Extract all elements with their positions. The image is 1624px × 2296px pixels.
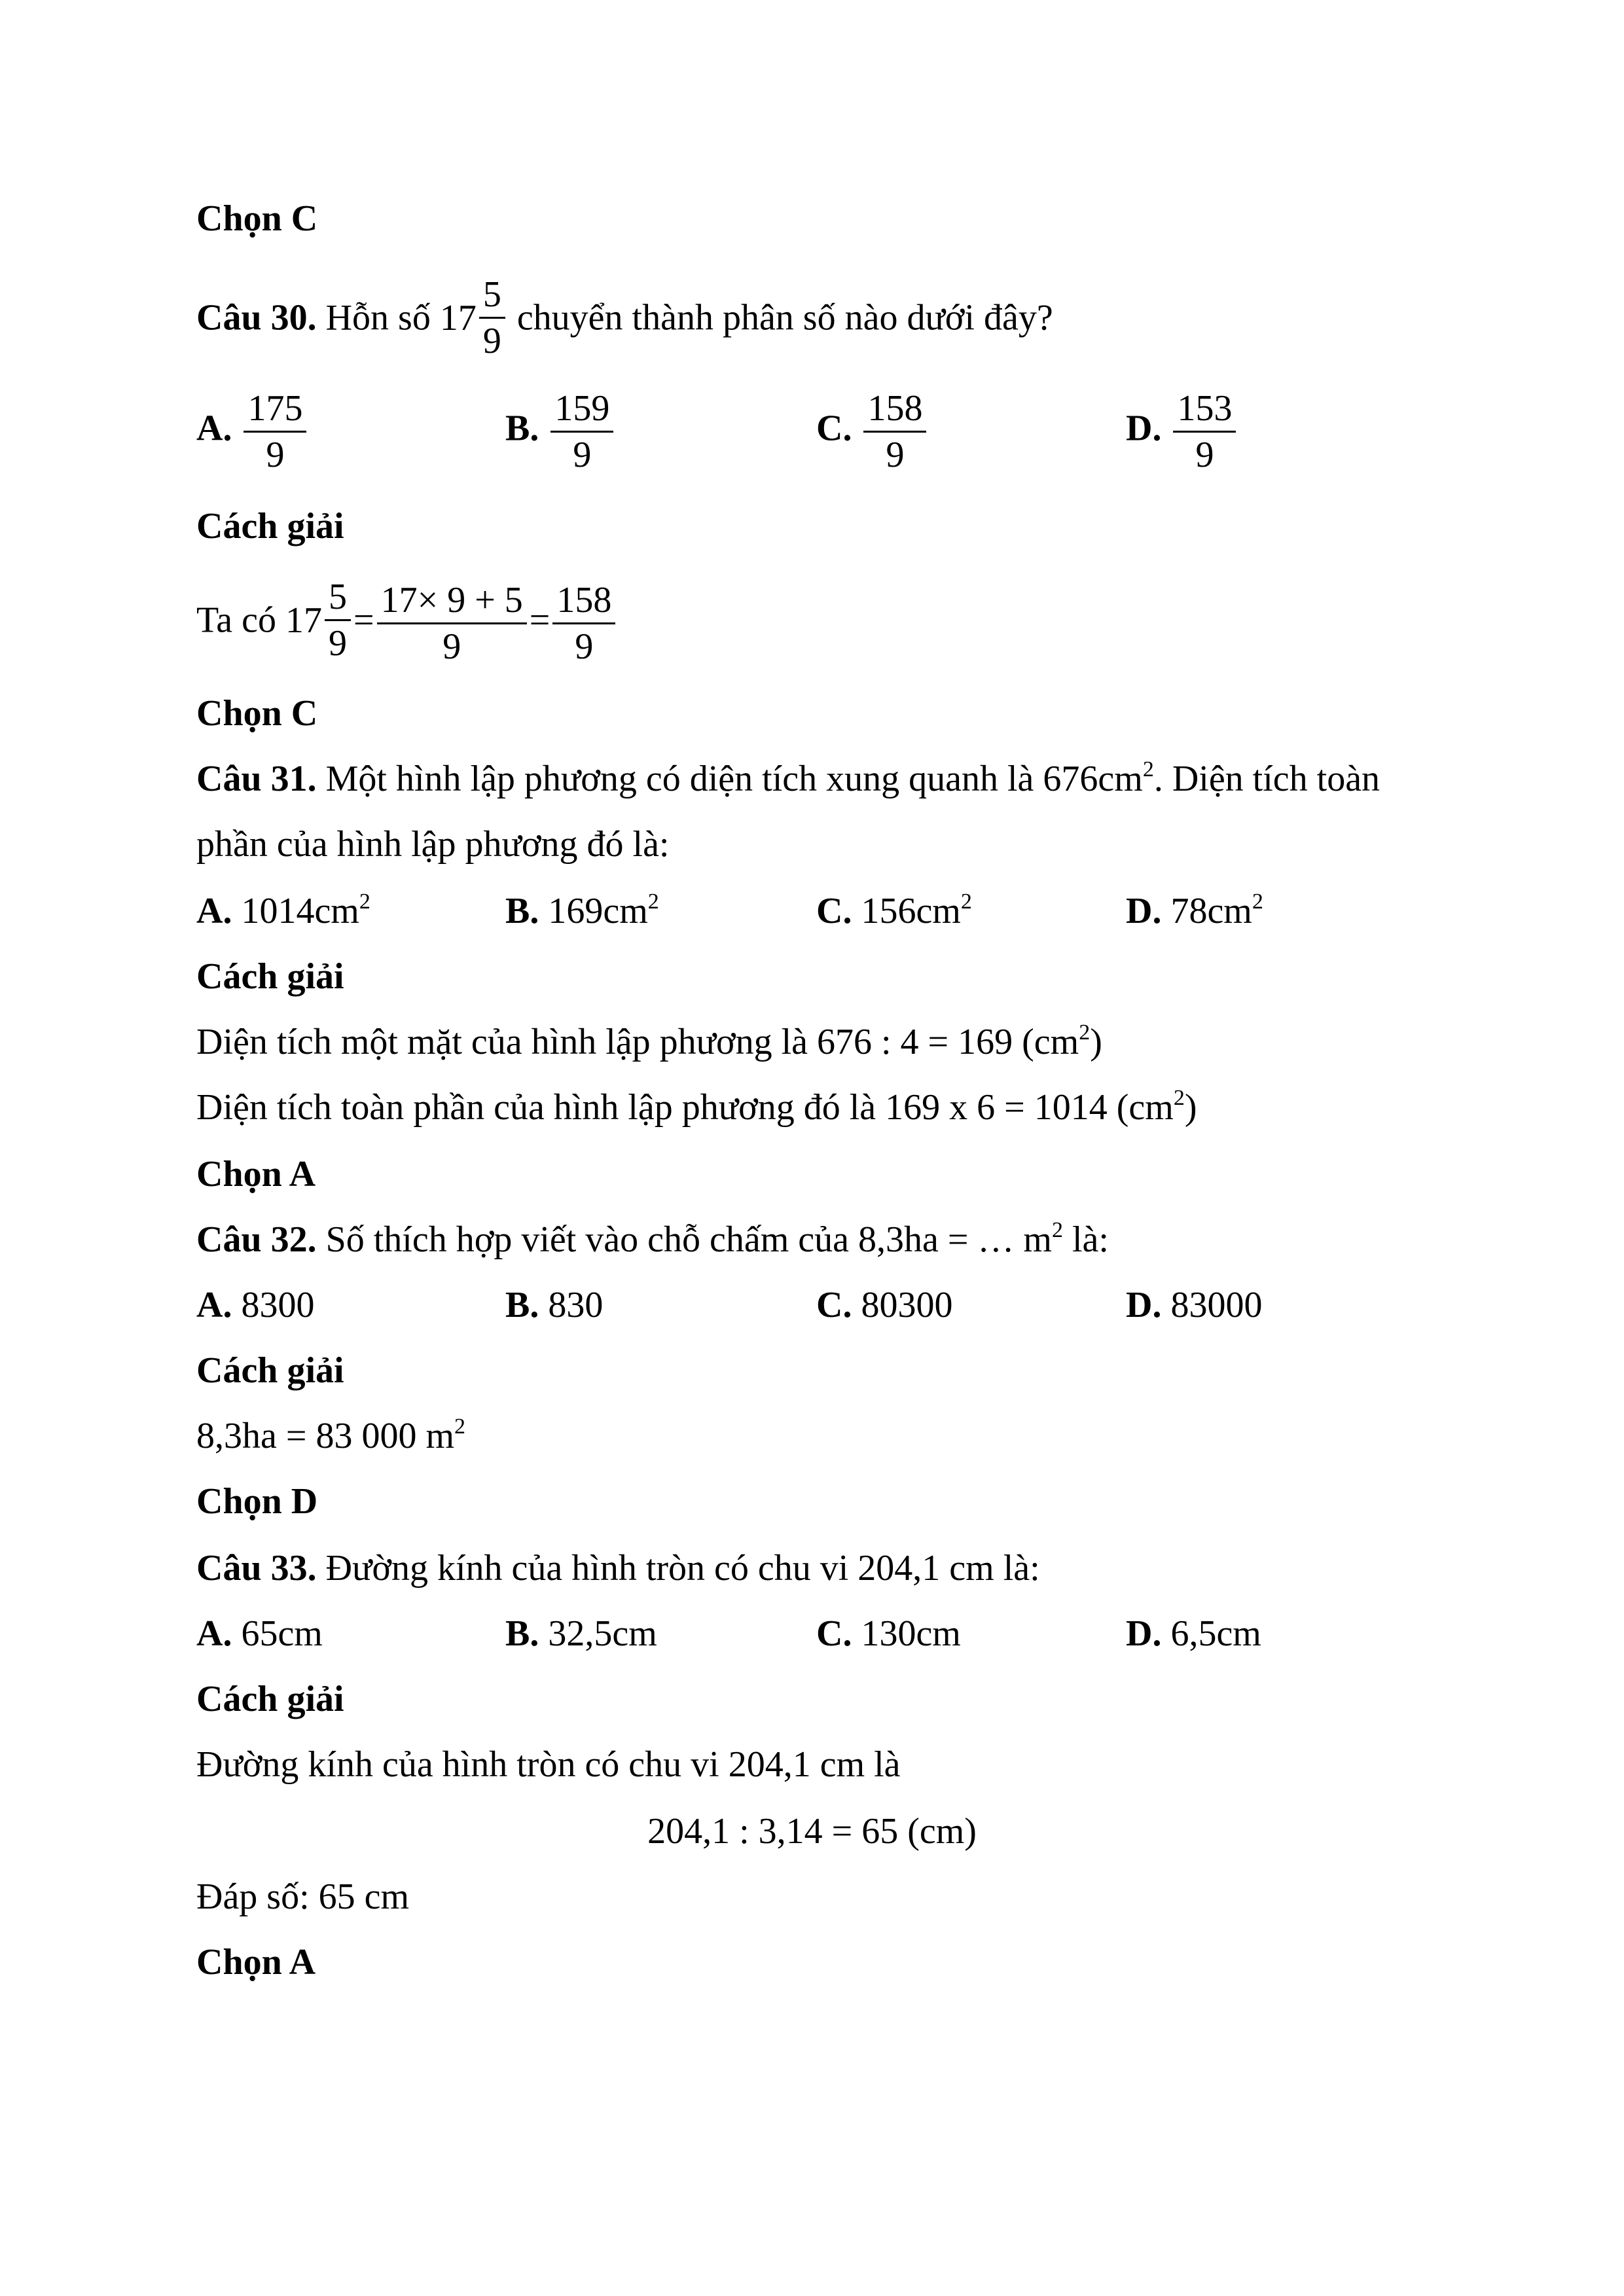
q30-option-c <box>816 387 929 476</box>
q33-solution-line1: Đường kính của hình tròn có chu vi 204,1 cm là <box>196 1744 901 1785</box>
option-letter: C. <box>816 408 852 449</box>
q33-solution-title: Cách giải <box>196 1679 344 1719</box>
option-value: 1014cm <box>241 891 359 931</box>
answer-prev: Chọn C <box>196 198 318 239</box>
question-32-label: Câu 32. <box>196 1219 317 1260</box>
question-31-label: Câu 31. <box>196 759 317 799</box>
q31-option-d <box>1126 890 1263 932</box>
numerator: 153 <box>1173 387 1236 433</box>
question-33 <box>196 1547 1040 1589</box>
question-32-text-end: là: <box>1062 1219 1109 1260</box>
q33-option-c <box>816 1613 961 1655</box>
mixed-fraction <box>479 274 505 362</box>
mixed-denominator: 9 <box>482 321 501 361</box>
option-letter: D. <box>1126 408 1162 449</box>
option-value: 156cm <box>861 891 961 931</box>
option-value: 80300 <box>861 1285 953 1325</box>
superscript: 2 <box>1142 757 1154 781</box>
q31-solution-title: Cách giải <box>196 956 344 997</box>
q32-solution-line <box>196 1415 465 1457</box>
q32-option-d <box>1126 1284 1262 1326</box>
q30-option-d <box>1126 387 1238 476</box>
q32-option-b <box>505 1284 603 1326</box>
equals-sign: = <box>529 600 550 641</box>
option-letter: B. <box>505 408 539 449</box>
numerator: 17× 9 + 5 <box>377 579 527 624</box>
mixed-fraction <box>325 576 351 664</box>
solution-text: Diện tích một mặt của hình lập phương là 676 : 4 = 169 (cm <box>196 1022 1079 1062</box>
option-letter: D. <box>1126 891 1162 931</box>
option-letter: A. <box>196 408 232 449</box>
question-30-text-before: Hỗn số <box>325 297 431 338</box>
option-value: 65cm <box>241 1613 323 1654</box>
q33-option-d <box>1126 1613 1261 1655</box>
q33-option-b <box>505 1613 657 1655</box>
option-letter: A. <box>196 1613 232 1654</box>
solution-prefix: Ta có <box>196 600 277 641</box>
question-30 <box>196 274 1053 362</box>
q31-option-b <box>505 890 659 932</box>
result-fraction <box>552 579 615 668</box>
q30-solution-title: Cách giải <box>196 506 344 547</box>
superscript: 2 <box>1252 889 1263 914</box>
mixed-whole: 17 <box>439 297 477 338</box>
option-letter: C. <box>816 891 852 931</box>
option-fraction <box>863 387 926 476</box>
q32-option-c <box>816 1284 952 1326</box>
equals-sign: = <box>353 600 374 641</box>
question-31-text: Một hình lập phương có diện tích xung quanh là 676cm <box>325 759 1143 799</box>
option-fraction <box>244 387 306 476</box>
superscript: 2 <box>647 889 659 914</box>
q31-solution-line1 <box>196 1021 1102 1063</box>
q31-option-a <box>196 890 370 932</box>
option-value: 830 <box>548 1285 604 1325</box>
option-letter: B. <box>505 1285 539 1325</box>
denominator: 9 <box>266 435 285 475</box>
question-33-text: Đường kính của hình tròn có chu vi 204,1 cm là: <box>325 1548 1040 1588</box>
option-value: 78cm <box>1170 891 1252 931</box>
superscript: 2 <box>359 889 370 914</box>
q32-option-a <box>196 1284 314 1326</box>
q33-solution-result: Đáp số: 65 cm <box>196 1876 410 1917</box>
option-fraction <box>1173 387 1236 476</box>
option-letter: D. <box>1126 1285 1162 1325</box>
denominator: 9 <box>1195 435 1214 475</box>
q32-solution-title: Cách giải <box>196 1350 344 1391</box>
option-letter: B. <box>505 1613 539 1654</box>
q31-answer: Chọn A <box>196 1154 316 1194</box>
mixed-numerator: 5 <box>479 274 505 319</box>
option-value: 169cm <box>548 891 648 931</box>
solution-mixed-number <box>285 576 353 664</box>
superscript: 2 <box>960 889 972 914</box>
question-31 <box>196 758 1380 800</box>
denominator: 9 <box>573 435 592 475</box>
q30-solution <box>196 576 618 668</box>
solution-text: Diện tích toàn phần của hình lập phương đó là 169 x 6 = 1014 (cm <box>196 1087 1174 1128</box>
superscript: 2 <box>1173 1086 1185 1110</box>
question-31-line2: phần của hình lập phương đó là: <box>196 824 670 865</box>
q30-answer: Chọn C <box>196 693 318 734</box>
question-32-text: Số thích hợp viết vào chỗ chấm của 8,3ha = … m <box>325 1219 1052 1260</box>
q33-solution-calc: 204,1 : 3,14 = 65 (cm) <box>647 1811 977 1852</box>
option-letter: D. <box>1126 1613 1162 1654</box>
option-fraction <box>550 387 613 476</box>
option-value: 83000 <box>1170 1285 1263 1325</box>
q33-answer: Chọn A <box>196 1942 316 1982</box>
option-letter: A. <box>196 891 232 931</box>
question-30-text-after: chuyển thành phân số nào dưới đây? <box>516 297 1053 338</box>
question-31-text-end: . Diện tích toàn <box>1153 759 1380 799</box>
question-30-label: Câu 30. <box>196 297 317 338</box>
q32-answer: Chọn D <box>196 1481 318 1522</box>
numerator: 5 <box>325 576 351 621</box>
superscript: 2 <box>454 1414 465 1439</box>
option-letter: C. <box>816 1613 852 1654</box>
mixed-number <box>440 274 508 362</box>
option-value: 8300 <box>241 1285 315 1325</box>
solution-text: 8,3ha = 83 000 m <box>196 1416 454 1456</box>
option-value: 6,5cm <box>1170 1613 1261 1654</box>
q31-option-c <box>816 890 972 932</box>
option-value: 130cm <box>861 1613 961 1654</box>
numerator: 158 <box>552 579 615 624</box>
question-32 <box>196 1219 1109 1261</box>
numerator: 158 <box>863 387 926 433</box>
expression-fraction <box>377 579 527 668</box>
q30-option-b <box>505 387 616 476</box>
denominator: 9 <box>575 626 594 668</box>
close-paren: ) <box>1184 1087 1197 1128</box>
denominator: 9 <box>329 623 348 664</box>
superscript: 2 <box>1079 1020 1091 1045</box>
q31-solution-line2 <box>196 1086 1197 1128</box>
option-letter: C. <box>816 1285 852 1325</box>
question-33-label: Câu 33. <box>196 1548 317 1588</box>
numerator: 159 <box>550 387 613 433</box>
mixed-whole: 17 <box>285 600 323 641</box>
q30-option-a <box>196 387 309 476</box>
q33-option-a <box>196 1613 323 1655</box>
denominator: 9 <box>886 435 905 475</box>
close-paren: ) <box>1090 1022 1102 1062</box>
denominator: 9 <box>442 626 461 668</box>
option-letter: A. <box>196 1285 232 1325</box>
option-letter: B. <box>505 891 539 931</box>
option-value: 32,5cm <box>548 1613 657 1654</box>
superscript: 2 <box>1051 1218 1063 1242</box>
numerator: 175 <box>244 387 306 433</box>
